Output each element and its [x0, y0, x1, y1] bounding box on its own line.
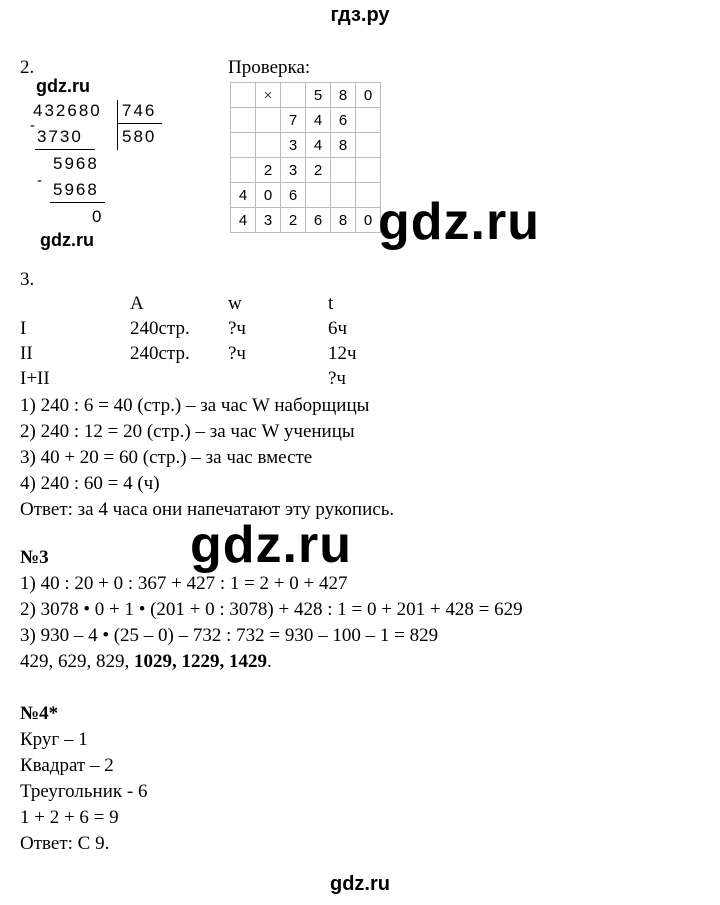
grid-cell: 4	[306, 108, 331, 133]
col-header: w	[228, 293, 242, 314]
text-line: Квадрат – 2	[20, 755, 114, 776]
grid-cell: 4	[231, 183, 256, 208]
remainder1: 5968	[53, 154, 99, 173]
sequence-end: .	[267, 651, 272, 672]
minus-sign: -	[37, 172, 44, 189]
divisor-underline	[117, 123, 162, 124]
grid-cell	[331, 158, 356, 183]
step-line: 2) 240 : 12 = 20 (стр.) – за час W ученицы	[20, 421, 355, 442]
grid-cell: 3	[281, 133, 306, 158]
grid-cell	[231, 158, 256, 183]
table-cell: ?ч	[328, 368, 346, 389]
grid-cell: 8	[331, 83, 356, 108]
table-cell: 12ч	[328, 343, 357, 364]
step2: 5968	[53, 180, 99, 199]
step-line: 4) 240 : 60 = 4 (ч)	[20, 473, 160, 494]
equation-line: 3) 930 – 4 • (25 – 0) – 732 : 732 = 930 – 100 – 1 = 829	[20, 625, 439, 646]
grid-cell	[356, 133, 381, 158]
final-remainder: 0	[92, 207, 104, 226]
quotient: 580	[122, 127, 157, 146]
step-line: 3) 40 + 20 = 60 (стр.) – за час вместе	[20, 447, 313, 468]
sequence-line	[20, 651, 272, 673]
grid-cell: 8	[331, 208, 356, 233]
grid-cell	[306, 183, 331, 208]
text-line: 1 + 2 + 6 = 9	[20, 807, 119, 828]
row-label: II	[20, 343, 33, 364]
site-header: гдз.ру	[330, 4, 390, 26]
minus-sign: -	[30, 117, 37, 134]
grid-cell: 6	[306, 208, 331, 233]
row-label: I+II	[20, 368, 50, 389]
grid-cell: 0	[356, 208, 381, 233]
equation-line: 2) 3078 • 0 + 1 • (201 + 0 : 3078) + 428 : 1 = 0 + 201 + 428 = 629	[20, 599, 523, 620]
col-header: A	[130, 293, 144, 314]
text-line: Треугольник - 6	[20, 781, 148, 802]
step1-underline	[35, 149, 95, 150]
grid-cell: 4	[306, 133, 331, 158]
table-cell: ?ч	[228, 318, 246, 339]
grid-cell: 2	[306, 158, 331, 183]
grid-cell	[256, 133, 281, 158]
row-label: I	[20, 318, 27, 339]
sequence-plain: 429, 629, 829,	[20, 651, 134, 672]
grid-cell: 5	[306, 83, 331, 108]
grid-cell	[281, 83, 306, 108]
grid-cell: 2	[256, 158, 281, 183]
grid-cell	[331, 183, 356, 208]
watermark-small: gdz.ru	[36, 76, 90, 96]
grid-cell: 0	[256, 183, 281, 208]
col-header: t	[328, 293, 334, 314]
grid-cell: ×	[256, 83, 281, 108]
table-cell: 6ч	[328, 318, 348, 339]
step2-underline	[50, 202, 105, 203]
grid-cell	[356, 108, 381, 133]
grid-cell	[256, 108, 281, 133]
step-line: 1) 240 : 6 = 40 (стр.) – за час W наборщицы	[20, 395, 370, 416]
watermark-footer: gdz.ru	[330, 873, 390, 895]
sequence-bold: 1029, 1229, 1429	[134, 651, 267, 672]
dividend: 432680	[33, 101, 102, 120]
grid-cell: 3	[281, 158, 306, 183]
grid-cell: 2	[281, 208, 306, 233]
answer-line: Ответ: С 9.	[20, 833, 110, 854]
table-cell: 240стр.	[130, 318, 190, 339]
table-cell: ?ч	[228, 343, 246, 364]
divisor: 746	[122, 101, 157, 120]
grid-cell	[231, 133, 256, 158]
task3-number: 3.	[20, 269, 35, 290]
grid-cell: 8	[331, 133, 356, 158]
grid-cell: 3	[256, 208, 281, 233]
watermark-large: gdz.ru	[378, 193, 540, 251]
watermark-small: gdz.ru	[40, 230, 94, 250]
division-bar	[117, 100, 118, 150]
answer-line: Ответ: за 4 часа они напечатают эту рукопись.	[20, 499, 395, 520]
table-cell: 240стр.	[130, 343, 190, 364]
grid-cell	[231, 83, 256, 108]
grid-cell: 7	[281, 108, 306, 133]
equation-line: 1) 40 : 20 + 0 : 367 + 427 : 1 = 2 + 0 + 427	[20, 573, 348, 594]
watermark-large: gdz.ru	[190, 516, 352, 574]
step1: 3730	[37, 127, 83, 146]
grid-cell	[356, 158, 381, 183]
check-label: Проверка:	[228, 57, 311, 78]
task2-number: 2.	[20, 57, 35, 78]
section-heading: №4*	[20, 703, 59, 724]
grid-cell	[231, 108, 256, 133]
grid-cell	[356, 183, 381, 208]
multiplication-check-grid	[230, 82, 381, 233]
grid-cell: 4	[231, 208, 256, 233]
grid-cell: 0	[356, 83, 381, 108]
section-heading: №3	[20, 547, 49, 568]
text-line: Круг – 1	[20, 729, 88, 750]
grid-cell: 6	[281, 183, 306, 208]
grid-cell: 6	[331, 108, 356, 133]
